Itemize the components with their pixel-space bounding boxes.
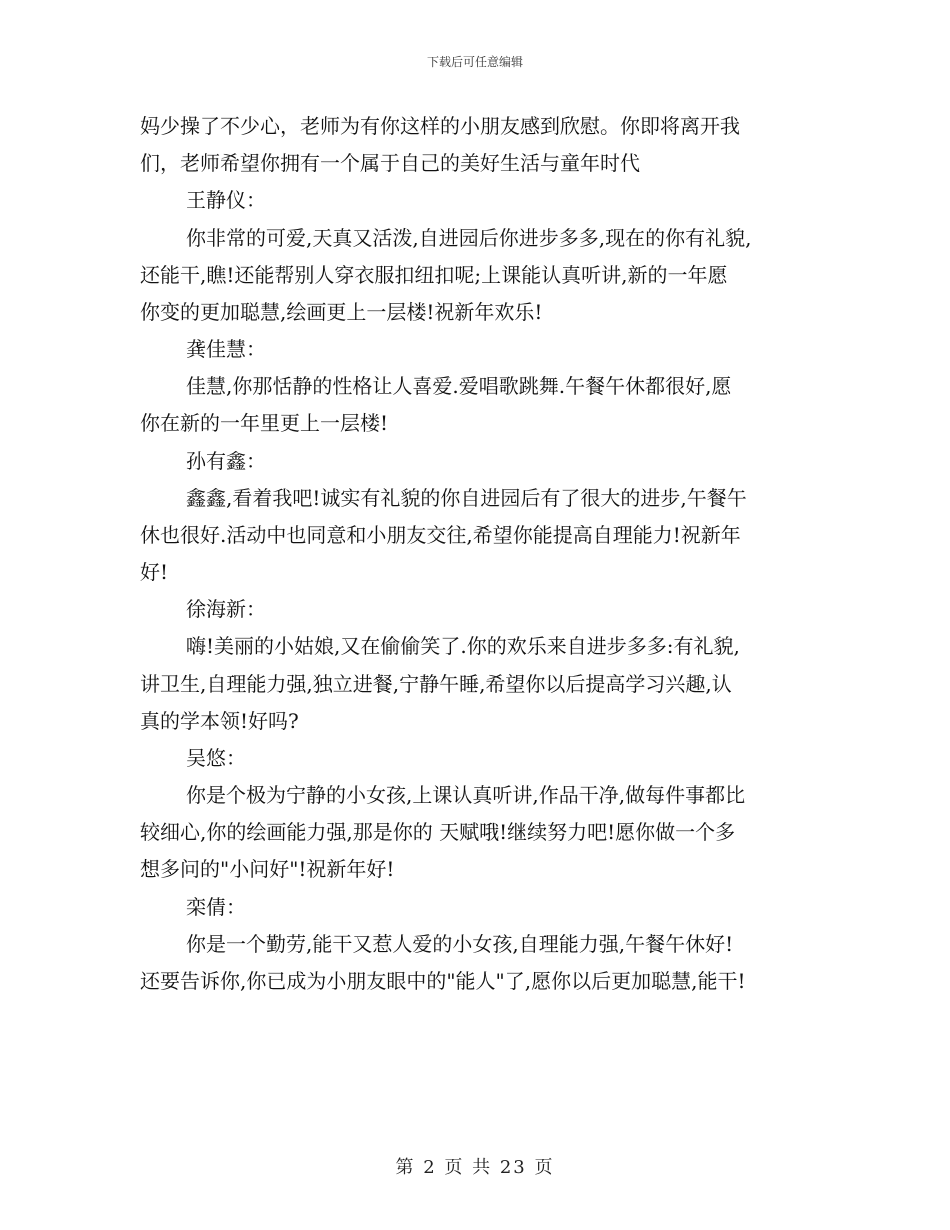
body-line: 妈少操了不少心，老师为有你这样的小朋友感到欣慰。你即将离开我 <box>140 114 740 138</box>
body-line: 佳慧,你那恬静的性格让人喜爱.爱唱歌跳舞.午餐午休都很好,愿 <box>186 374 732 398</box>
body-line: 较细心,你的绘画能力强,那是你的 天赋哦!继续努力吧!愿你做一个多 <box>140 820 736 844</box>
body-line: 还能干,瞧!还能帮别人穿衣服扣纽扣呢;上课能认真听讲,新的一年愿 <box>140 263 728 287</box>
student-name: 龚佳慧： <box>186 337 266 361</box>
body-line: 好! <box>140 560 169 584</box>
body-line: 你在新的一年里更上一层楼! <box>140 411 389 435</box>
student-name: 孙有鑫： <box>186 449 266 473</box>
body-line: 还要告诉你,你已成为小朋友眼中的"能人"了,愿你以后更加聪慧,能干! <box>140 969 746 993</box>
body-line: 休也很好.活动中也同意和小朋友交往,希望你能提高自理能力!祝新年 <box>140 523 741 547</box>
body-line: 鑫鑫,看着我吧!诚实有礼貌的你自进园后有了很大的进步,午餐午 <box>186 486 747 510</box>
body-line: 想多问的"小问好"!祝新年好! <box>140 857 395 881</box>
body-line: 你是个极为宁静的小女孩,上课认真听讲,作品干净,做每件事都比 <box>186 783 746 807</box>
body-line: 嗨!美丽的小姑娘,又在偷偷笑了.你的欢乐来自进步多多:有礼貌, <box>186 634 740 658</box>
student-name: 徐海新： <box>186 597 266 621</box>
student-name: 吴悠： <box>186 746 246 770</box>
page-number-footer: 第 2 页 共 23 页 <box>395 1157 555 1178</box>
body-line: 真的学本领!好吗? <box>140 709 299 733</box>
student-name: 王静仪： <box>186 188 266 212</box>
body-line: 你变的更加聪慧,绘画更上一层楼!祝新年欢乐! <box>140 300 543 324</box>
body-line: 你非常的可爱,天真又活泼,自进园后你进步多多,现在的你有礼貌, <box>186 226 752 250</box>
body-line: 们，老师希望你拥有一个属于自己的美好生活与童年时代 <box>140 151 640 175</box>
student-name: 栾倩： <box>186 895 246 919</box>
body-line: 讲卫生,自理能力强,独立进餐,宁静午睡,希望你以后提高学习兴趣,认 <box>140 672 732 696</box>
body-line: 你是一个勤劳,能干又惹人爱的小女孩,自理能力强,午餐午休好! <box>186 932 734 956</box>
page-header: 下载后可任意编辑 <box>426 55 523 69</box>
